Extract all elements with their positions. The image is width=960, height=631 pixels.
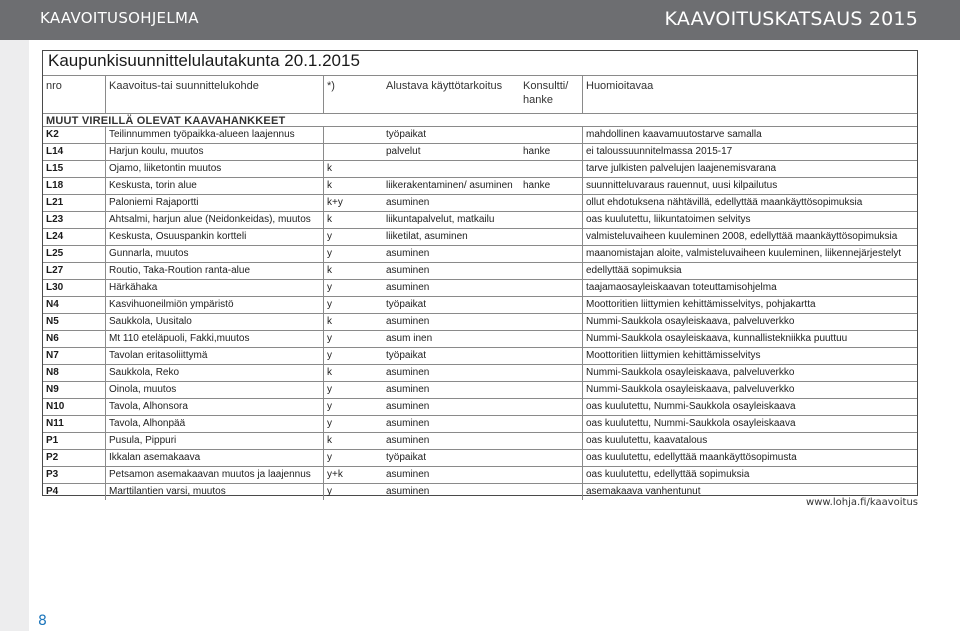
cell-kohde: Gunnarla, muutos: [105, 246, 323, 262]
cell-huomio: ollut ehdotuksena nähtävillä, edellyttää maankäyttösopimuksia: [582, 195, 917, 211]
cell-tarkoitus: [383, 161, 520, 177]
table-row: [43, 126, 917, 143]
cell-huomio: edellyttää sopimuksia: [582, 263, 917, 279]
cell-tarkoitus: asuminen: [386, 282, 430, 293]
table-row: [43, 143, 917, 160]
side-strip: [0, 40, 29, 631]
website-link[interactable]: www.lohja.fi/kaavoitus: [806, 497, 918, 508]
cell-konsultti: [520, 127, 582, 143]
column-header-nro: [43, 75, 105, 113]
cell-kohde: Kasvihuoneilmiön ympäristö: [105, 297, 323, 313]
table-row: [43, 177, 917, 194]
cell-kohde: Saukkola, Uusitalo: [105, 314, 323, 330]
column-header-nro-label: nro: [46, 80, 62, 92]
cell-mark: y: [323, 416, 383, 432]
cell-tarkoitus: liikerakentaminen/ asuminen: [386, 180, 513, 191]
cell-mark: y: [323, 348, 383, 364]
table-row: [43, 296, 917, 313]
cell-mark: y: [323, 331, 383, 347]
cell-kohde: Ahtsalmi, harjun alue (Neidonkeidas), muutos: [105, 212, 323, 228]
cell-mark: k: [323, 314, 383, 330]
cell-tarkoitus: asuminen: [386, 384, 430, 395]
cell-tarkoitus: työpaikat: [386, 350, 427, 361]
column-header-konsultti-label: Konsultti/: [523, 80, 569, 92]
cell-nro: L15: [46, 163, 64, 174]
cell-konsultti: [520, 212, 582, 228]
column-header-kohde: [105, 75, 323, 113]
cell-huomio: Nummi-Saukkola osayleiskaava, kunnallistekniikka puuttuu: [582, 331, 917, 347]
cell-huomio: Moottoritien liittymien kehittämisselvitys, pohjakartta: [582, 297, 917, 313]
cell-tarkoitus: liiketilat, asuminen: [386, 231, 468, 242]
cell-konsultti: hanke: [523, 180, 551, 191]
cell-kohde: Tavola, Alhonpää: [105, 416, 323, 432]
cell-nro: L14: [46, 146, 64, 157]
cell-nro: P1: [46, 435, 59, 446]
cell-kohde: Routio, Taka-Roution ranta-alue: [105, 263, 323, 279]
cell-nro: N11: [46, 418, 64, 429]
cell-nro: N4: [46, 299, 59, 310]
cell-huomio: oas kuulutettu, Nummi-Saukkola osayleiskaava: [582, 416, 917, 432]
cell-nro: P2: [46, 452, 59, 463]
table-row: [43, 245, 917, 262]
cell-nro: P3: [46, 469, 59, 480]
cell-kohde: Saukkola, Reko: [105, 365, 323, 381]
table-frame: [42, 50, 918, 496]
table-row: [43, 415, 917, 432]
cell-mark: k: [323, 212, 383, 228]
cell-konsultti: [520, 484, 582, 500]
table-row: [43, 449, 917, 466]
cell-tarkoitus: asuminen: [386, 265, 430, 276]
column-header-mark-label: *): [327, 80, 335, 92]
cell-nro: P4: [46, 486, 59, 497]
cell-konsultti: [520, 314, 582, 330]
cell-konsultti: [520, 331, 582, 347]
cell-tarkoitus: asuminen: [386, 401, 430, 412]
cell-nro: L25: [46, 248, 64, 259]
column-header-mark: [323, 75, 383, 113]
table-row: [43, 228, 917, 245]
cell-konsultti: [520, 399, 582, 415]
review-title: KAAVOITUSKATSAUS 2015: [664, 8, 918, 30]
cell-konsultti: [520, 416, 582, 432]
cell-tarkoitus: asuminen: [386, 486, 430, 497]
cell-kohde: Keskusta, Osuuspankin kortteli: [105, 229, 323, 245]
cell-kohde: Ojamo, liiketontin muutos: [105, 161, 323, 177]
cell-huomio: Moottoritien liittymien kehittämisselvitys: [582, 348, 917, 364]
cell-kohde: Paloniemi Rajaportti: [105, 195, 323, 211]
cell-mark: y: [323, 280, 383, 296]
cell-mark: y+k: [323, 467, 383, 483]
column-header-konsultti-sublabel: hanke: [523, 94, 553, 106]
column-header-huomio-label: Huomioitavaa: [586, 80, 654, 92]
cell-huomio: oas kuulutettu, edellyttää sopimuksia: [582, 467, 917, 483]
cell-mark: k: [323, 263, 383, 279]
cell-konsultti: [520, 280, 582, 296]
cell-nro: L23: [46, 214, 64, 225]
cell-nro: L27: [46, 265, 64, 276]
cell-mark: k+y: [323, 195, 383, 211]
cell-huomio: suunnitteluvaraus rauennut, uusi kilpailutus: [582, 178, 917, 194]
cell-kohde: Härkähaka: [105, 280, 323, 296]
cell-huomio: oas kuulutettu, Nummi-Saukkola osayleiskaava: [582, 399, 917, 415]
cell-konsultti: [520, 348, 582, 364]
cell-nro: L18: [46, 180, 64, 191]
cell-mark: y: [323, 382, 383, 398]
table-row: [43, 466, 917, 483]
table-row: [43, 279, 917, 296]
column-header-konsultti: [520, 75, 582, 113]
cell-nro: L30: [46, 282, 64, 293]
cell-mark: k: [323, 433, 383, 449]
column-header-huomio: [582, 75, 917, 113]
cell-huomio: taajamaosayleiskaavan toteuttamisohjelma: [582, 280, 917, 296]
cell-huomio: mahdollinen kaavamuutostarve samalla: [582, 127, 917, 143]
cell-kohde: Tavolan eritasoliittymä: [105, 348, 323, 364]
cell-kohde: Pusula, Pippuri: [105, 433, 323, 449]
cell-mark: k: [323, 365, 383, 381]
cell-mark: [323, 127, 383, 143]
cell-huomio: Nummi-Saukkola osayleiskaava, palveluverkko: [582, 382, 917, 398]
table-row: [43, 381, 917, 398]
cell-nro: N5: [46, 316, 59, 327]
cell-huomio: asemakaava vanhentunut: [582, 484, 917, 500]
cell-mark: k: [323, 161, 383, 177]
column-header-kohde-label: Kaavoitus-tai suunnittelukohde: [109, 80, 259, 92]
cell-konsultti: [520, 246, 582, 262]
cell-konsultti: [520, 195, 582, 211]
cell-nro: N10: [46, 401, 65, 412]
cell-mark: y: [323, 297, 383, 313]
table-row: [43, 194, 917, 211]
cell-tarkoitus: työpaikat: [386, 452, 427, 463]
cell-mark: [323, 144, 383, 160]
cell-nro: L24: [46, 231, 64, 242]
cell-tarkoitus: asuminen: [386, 316, 430, 327]
cell-kohde: Marttilantien varsi, muutos: [105, 484, 323, 500]
cell-tarkoitus: asuminen: [386, 469, 430, 480]
cell-konsultti: [520, 382, 582, 398]
table-row: [43, 313, 917, 330]
cell-tarkoitus: asum inen: [386, 333, 433, 344]
cell-kohde: Teilinnummen työpaikka-alueen laajennus: [105, 127, 323, 143]
cell-konsultti: [520, 229, 582, 245]
cell-konsultti: [520, 161, 582, 177]
program-title: KAAVOITUSOHJELMA: [40, 9, 199, 27]
table-row: [43, 432, 917, 449]
cell-kohde: Petsamon asemakaavan muutos ja laajennus: [105, 467, 323, 483]
cell-tarkoitus: asuminen: [386, 248, 430, 259]
cell-kohde: Ikkalan asemakaava: [105, 450, 323, 466]
table-row: [43, 364, 917, 381]
cell-huomio: ei taloussuunnitelmassa 2015-17: [582, 144, 917, 160]
cell-huomio: Nummi-Saukkola osayleiskaava, palveluverkko: [582, 314, 917, 330]
cell-nro: N6: [46, 333, 59, 344]
cell-konsultti: [520, 433, 582, 449]
page-number: 8: [38, 613, 47, 629]
header-bar: [0, 0, 960, 40]
cell-kohde: Mt 110 eteläpuoli, Fakki,muutos: [105, 331, 323, 347]
cell-konsultti: hanke: [523, 146, 551, 157]
cell-mark: y: [323, 450, 383, 466]
cell-mark: y: [323, 484, 383, 500]
cell-tarkoitus: palvelut: [386, 146, 421, 157]
cell-kohde: Harjun koulu, muutos: [105, 144, 323, 160]
cell-nro: N7: [46, 350, 59, 361]
document-title: Kaupunkisuunnittelulautakunta 20.1.2015: [48, 51, 360, 70]
cell-huomio: oas kuulutettu, edellyttää maankäyttösopimusta: [582, 450, 917, 466]
cell-huomio: oas kuulutettu, kaavatalous: [582, 433, 917, 449]
cell-tarkoitus: asuminen: [386, 435, 430, 446]
cell-mark: y: [323, 246, 383, 262]
cell-huomio: valmisteluvaiheen kuuleminen 2008, edellyttää maankäyttösopimuksia: [582, 229, 917, 245]
table-row: [43, 347, 917, 364]
cell-tarkoitus: asuminen: [386, 197, 430, 208]
cell-mark: y: [323, 399, 383, 415]
cell-huomio: maanomistajan aloite, valmisteluvaiheen kuuleminen, liikennejärjestelyt: [582, 246, 917, 262]
cell-mark: y: [323, 229, 383, 245]
table-row: [43, 211, 917, 228]
cell-huomio: oas kuulutettu, liikuntatoimen selvitys: [582, 212, 917, 228]
cell-nro: L21: [46, 197, 64, 208]
cell-tarkoitus: työpaikat: [386, 299, 427, 310]
cell-nro: N8: [46, 367, 59, 378]
cell-konsultti: [520, 450, 582, 466]
column-header-tarkoitus-label: Alustava käyttötarkoitus: [386, 80, 503, 92]
cell-mark: k: [323, 178, 383, 194]
cell-konsultti: [520, 365, 582, 381]
section-heading: MUUT VIREILLÄ OLEVAT KAAVAHANKKEET: [43, 113, 917, 126]
table-row: [43, 398, 917, 415]
cell-konsultti: [520, 297, 582, 313]
cell-nro: N9: [46, 384, 59, 395]
cell-konsultti: [520, 263, 582, 279]
cell-nro: K2: [46, 129, 59, 140]
cell-tarkoitus: liikuntapalvelut, matkailu: [386, 214, 495, 225]
table-row: [43, 330, 917, 347]
table-row: [43, 483, 917, 500]
cell-kohde: Tavola, Alhonsora: [105, 399, 323, 415]
cell-tarkoitus: asuminen: [386, 367, 430, 378]
table-row: [43, 262, 917, 279]
cell-konsultti: [520, 467, 582, 483]
cell-huomio: Nummi-Saukkola osayleiskaava, palveluverkko: [582, 365, 917, 381]
column-header-tarkoitus: [383, 75, 520, 113]
cell-tarkoitus: työpaikat: [386, 129, 427, 140]
cell-kohde: Oinola, muutos: [105, 382, 323, 398]
cell-kohde: Keskusta, torin alue: [105, 178, 323, 194]
table-row: [43, 160, 917, 177]
cell-huomio: tarve julkisten palvelujen laajenemisvarana: [582, 161, 917, 177]
cell-tarkoitus: asuminen: [386, 418, 430, 429]
